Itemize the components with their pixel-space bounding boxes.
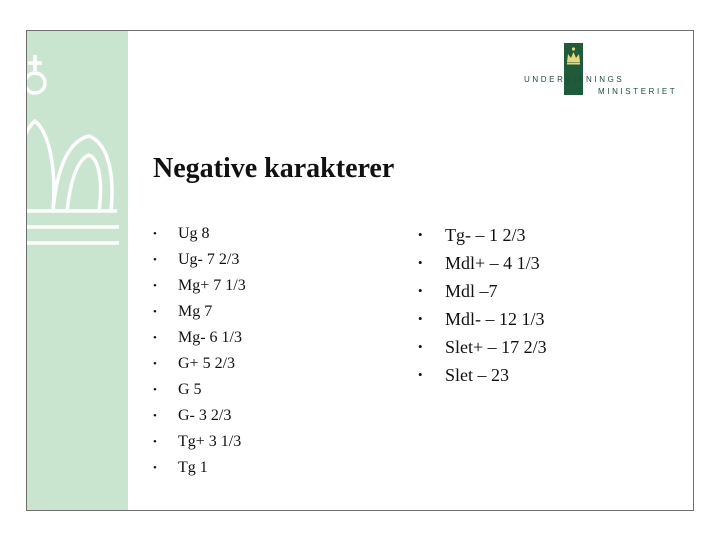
bullet: • xyxy=(418,283,423,298)
list-item-text: Mg- 6 1/3 xyxy=(178,329,242,346)
bullet: • xyxy=(153,436,157,448)
crown-watermark-icon xyxy=(27,51,128,251)
bullet: • xyxy=(418,227,423,242)
logo-text-line2: MINISTERIET xyxy=(598,87,678,96)
list-item-text: Ug 8 xyxy=(178,225,210,242)
list-item-text: Tg- – 1 2/3 xyxy=(445,225,526,245)
bullet: • xyxy=(418,339,423,354)
side-band xyxy=(27,31,128,510)
bullet: • xyxy=(418,311,423,326)
list-item-text: Slet+ – 17 2/3 xyxy=(445,337,547,357)
bullet: • xyxy=(153,306,157,318)
bullet: • xyxy=(153,228,157,240)
ministry-logo xyxy=(524,43,684,103)
slide xyxy=(26,30,694,511)
list-item-text: G 5 xyxy=(178,381,202,398)
list-item-text: Tg 1 xyxy=(178,459,208,476)
bullet: • xyxy=(153,410,157,422)
list-item-text: Mdl- – 12 1/3 xyxy=(445,309,545,329)
bullet: • xyxy=(153,462,157,474)
slide-title: Negative karakterer xyxy=(153,153,395,184)
list-item-text: Tg+ 3 1/3 xyxy=(178,433,242,450)
bullet: • xyxy=(153,280,157,292)
list-item-text: G+ 5 2/3 xyxy=(178,355,236,372)
crown-emblem-icon xyxy=(564,43,583,95)
list-item-text: Slet – 23 xyxy=(445,365,510,385)
logo-text-line1: UNDERVISNINGS xyxy=(524,75,625,84)
bullet: • xyxy=(153,384,157,396)
bullet: • xyxy=(418,255,423,270)
bullet: • xyxy=(153,254,157,266)
list-item-text: Mdl –7 xyxy=(445,281,498,301)
list-item-text: Ug- 7 2/3 xyxy=(178,251,240,268)
list-item-text: Mdl+ – 4 1/3 xyxy=(445,253,540,273)
list-item-text: G- 3 2/3 xyxy=(178,407,232,424)
bullet: • xyxy=(153,358,157,370)
list-item-text: Mg 7 xyxy=(178,303,213,320)
bullet: • xyxy=(418,367,423,382)
bullet: • xyxy=(153,332,157,344)
list-item-text: Mg+ 7 1/3 xyxy=(178,277,246,294)
